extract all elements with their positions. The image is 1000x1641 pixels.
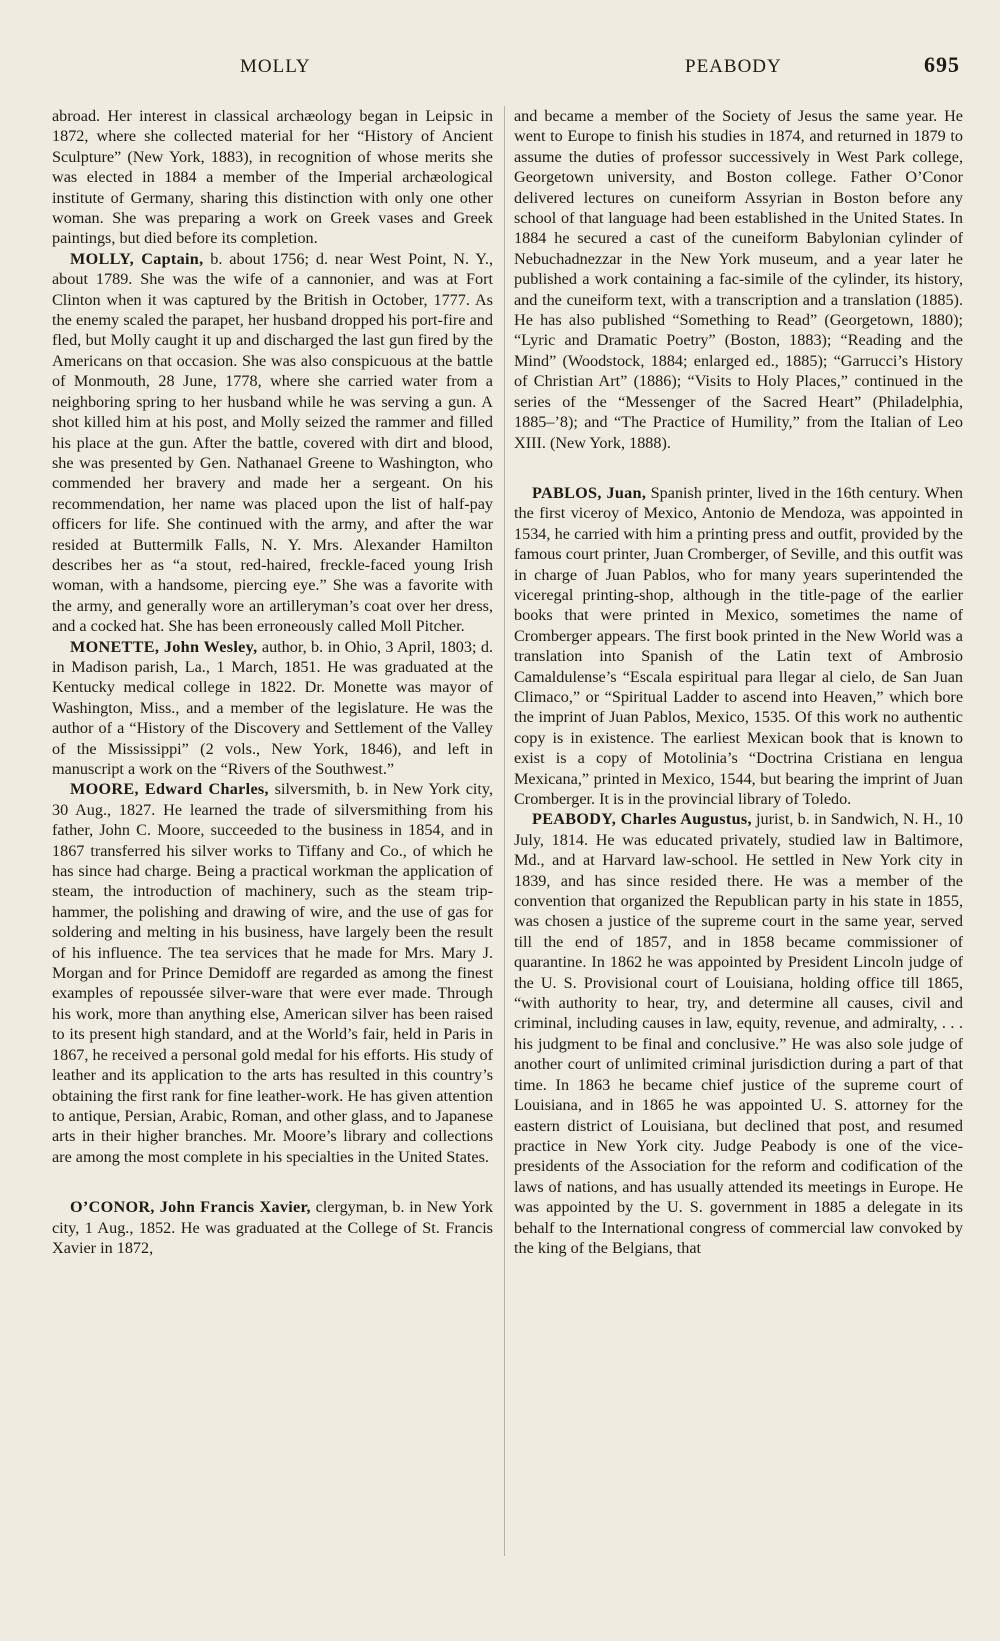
entry-text: jurist, b. in Sandwich, N. H., 10 July, 1814. He was educated privately, studied law in Baltimore, Md., and at Harvard law-school. He settled in New York city in 1839, and has since resided there. He was a member of the convention that organized the Republican party in his state in 1855, was chosen a justice of the supreme court in the same year, served till the end of 1857, and in 1858 became commissioner of quarantine. In 1862 he was appointed by President Lincoln judge of the U. S. Provisional court of Louisiana, holding office till 1865, “with authority to hear, try, and determine all causes, civil and criminal, including causes in law, equity, revenue, and admiralty, . . . his judgment to be final and conclusive.” He was also sole judge of another court of unlimited criminal jurisdiction during a part of that time. In 1863 he became chief justice of the supreme court of Louisiana, and in 1865 he was appointed U. S. attorney for the eastern district of Louisiana, but declined that post, and resumed practice in New York city. Judge Peabody is one of the vice-presidents of the Association for the reform and codification of the laws of nations, and has usually attended its meetings in Europe. He was appointed by the U. S. government in 1885 a delegate in its behalf to the International congress of commercial law convoked by the king of the Belgians, that xyxy=(514,810,963,1257)
entry-pablos xyxy=(514,483,963,810)
entry-heading: MOLLY, Captain, xyxy=(70,249,204,268)
entry-peabody xyxy=(514,809,963,1258)
column-rule xyxy=(504,106,505,1556)
left-guide-word: MOLLY xyxy=(240,56,311,77)
entry-text: clergyman, b. in New York city, 1 Aug., 1852. He was graduated at the College of St. Francis Xavier in 1872, xyxy=(52,1198,493,1257)
entry-text: author, b. in Ohio, 3 April, 1803; d. in Madison parish, La., 1 March, 1851. He was graduated at the Kentucky medical college in 1822. Dr. Monette was mayor of Washington, Miss., and a member of the legislature. He was the author of a “History of the Discovery and Settlement of the Valley of the Mississippi” (2 vols., New York, 1846), and left in manuscript a work on the “Rivers of the Southwest.” xyxy=(52,637,494,778)
entry-heading: PEABODY, Charles Augustus, xyxy=(532,810,752,829)
entry-text: silversmith, b. in New York city, 30 Aug., 1827. He learned the trade of silversmithing from his father, John C. Moore, succeeded to the business in 1854, and in 1867 transferred his silver works to Tiffany and Co., of which he has since had charge. Being a practical workman the application of steam, the introduction of machinery, such as the steam trip-hammer, the polishing and drawing of wire, and the use of gas for soldering and melting in his business, have largely been the result of his influence. The tea services that he made for Mrs. Mary J. Morgan and for Prince Demidoff are regarded as among the finest examples of repoussée silver-ware that were ever made. Through his work, more than anything else, American silver has been raised to its present high standard, and at the World’s fair, held in Paris in 1867, he received a personal gold medal for his efforts. His study of leather and its application to the arts has resulted in this country’s obtaining the first rank for fine leather-work. He has given attention to antique, Persian, Arabic, Roman, and other glass, and to Japanese arts in their higher branches. Mr. Moore’s library and collections are among the most complete in his specialties in the United States. xyxy=(52,780,494,1166)
running-head xyxy=(52,52,960,82)
right-guide-word: PEABODY xyxy=(685,56,782,77)
left-column xyxy=(52,106,493,1258)
entry-heading: PABLOS, Juan, xyxy=(532,483,647,502)
entry-molly xyxy=(52,249,493,637)
entry-continuation: and became a member of the Society of Jesus the same year. He went to Europe to finish his studies in 1874, and returned in 1879 to assume the duties of professor successively in West Park college, Georgetown university, and Boston college. Father O’Conor delivered lectures on cuneiform Assyrian in Boston before any school of that language had been established in the United States. In 1884 he secured a cast of the cuneiform Babylonian cylinder of Nebuchadnezzar in the New York museum, and a year later he published a work containing a fac-simile of the cylinder, its history, and the cuneiform text, with a transcription and a translation (1885). He has also published “Something to Read” (Georgetown, 1880); “Lyric and Dramatic Poetry” (Boston, 1883); “Reading and the Mind” (Woodstock, 1884; enlarged ed., 1885); “Garrucci’s History of Christian Art” (1886); “Visits to Holy Places,” continued in the series of the “Messenger of the Sacred Heart” (Philadelphia, 1885–’8); and “The Practice of Humility,” from the Italian of Leo XIII. (New York, 1888). xyxy=(514,107,963,452)
entry-text: Spanish printer, lived in the 16th century. When the first viceroy of Mexico, Antonio de Mendoza, was appointed in 1534, he carried with him a printing press and outfit, provided by the famous court printer, Juan Cromberger, of Seville, and this outfit was in charge of Juan Pablos, who for many years superintended the viceregal printing-shop, although in the title-page of the earlier books that were printed in Mexico, sometimes the name of Cromberger appears. The first book printed in the New World was a translation into Spanish of the Latin text of Ambrosio Camaldulense’s “Escala espiritual para llegar al cielo, de San Juan Climaco,” or “Spiritual Ladder to ascend into Heaven,” which bore the imprint of Juan Pablos, Mexico, 1535. Of this work no authentic copy is in existence. The earliest Mexican book that is known to exist is a copy of Motolinia’s “Doctrina Cristiana en lengua Mexicana,” printed in Mexico, 1544, but bearing the imprint of Juan Cromberger. It is in the provincial library of Toledo. xyxy=(514,483,964,808)
entry-continuation: abroad. Her interest in classical archæology began in Leipsic in 1872, where she collected material for her “History of Ancient Sculpture” (New York, 1883), in recognition of whose merits she was elected in 1884 a member of the Imperial archæological institute of Germany, sharing this distinction with only one other woman. She was preparing a work on Greek vases and Greek paintings, but died before its completion. xyxy=(52,107,493,248)
page-number: 695 xyxy=(924,52,960,77)
entry-heading: O’CONOR, John Francis Xavier, xyxy=(70,1198,311,1217)
entry-moore xyxy=(52,779,493,1167)
entry-text: b. about 1756; d. near West Point, N. Y., about 1789. She was the wife of a cannonier, and was at Fort Clinton when it was captured by the British in October, 1777. As the enemy scaled the parapet, her husband dropped his port-fire and fled, but Molly caught it up and discharged the last gun fired by the Americans on that occasion. She was also conspicuous at the battle of Monmouth, 28 June, 1778, where she carried water from a neighboring spring to her husband while he was serving a gun. A shot killed him at his post, and Molly seized the rammer and filled his place at the gun. After the battle, covered with dirt and blood, she was presented by Gen. Nathanael Greene to Washington, who commended her bravery and made her a sergeant. On his recommendation, her name was placed upon the list of half-pay officers for life. She continued with the army, and after the war resided at Buttermilk Falls, N. Y. Mrs. Alexander Hamilton describes her as “a stout, red-haired, freckle-faced young Irish woman, with a handsome, piercing eye.” She was a favorite with the army, and generally wore an artilleryman’s coat over her dress, and a cocked hat. She has been erroneously called Moll Pitcher. xyxy=(52,249,493,636)
entry-heading: MOORE, Edward Charles, xyxy=(70,780,269,799)
entry-heading: MONETTE, John Wesley, xyxy=(70,637,258,656)
entry-oconor xyxy=(52,1197,493,1258)
entry-monette xyxy=(52,637,493,780)
right-column xyxy=(514,106,963,1258)
